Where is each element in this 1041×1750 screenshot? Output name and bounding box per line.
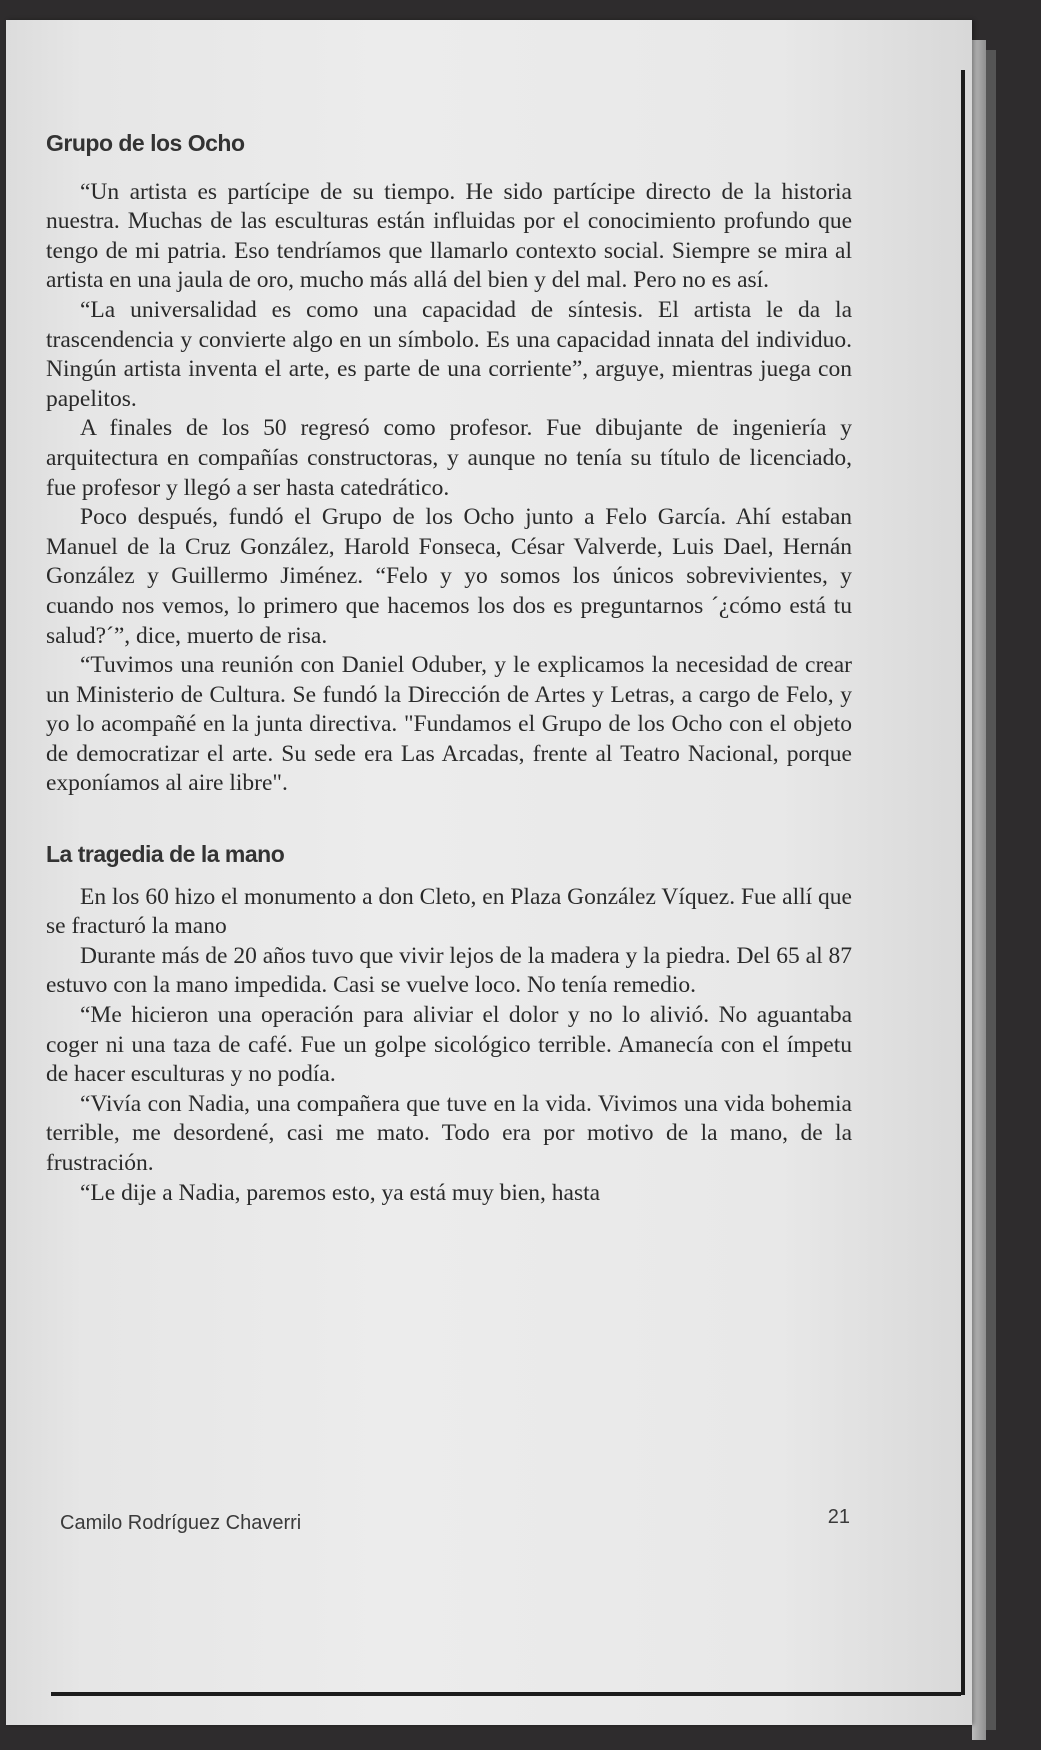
page-border-right xyxy=(961,70,965,1695)
page-text xyxy=(46,130,852,1208)
section-heading-grupo: Grupo de los Ocho xyxy=(46,130,245,156)
section-heading-tragedia: La tragedia de la mano xyxy=(46,841,285,868)
author-name: Camilo Rodríguez Chaverri xyxy=(60,1512,302,1534)
paragraph: En los 60 hizo el monumento a don Cleto, en Plaza González Víquez. Fue allí que se fracturó la mano xyxy=(46,883,852,940)
paragraph: “La universalidad es como una capacidad de síntesis. El artista le da la trascendencia y convierte algo en un símbolo. Es una capacidad innata del individuo. Ningún artista inventa el arte, es parte de una corriente”, arguye, mientras juega con papelitos. xyxy=(46,296,852,412)
paragraph: Poco después, fundó el Grupo de los Ocho junto a Felo García. Ahí estaban Manuel de la Cruz González, Harold Fonseca, César Valverde, Luis Dael, Hernán González y Guillermo Jiménez. “Felo y yo somos los únicos sobrevivientes, y cuando nos vemos, lo primero que hacemos los dos es preguntarnos ´¿cómo está tu salud?´”, dice, muerto de risa. xyxy=(46,504,852,649)
page-border-bottom xyxy=(51,1692,961,1696)
paragraph: A finales de los 50 regresó como profesor. Fue dibujante de ingeniería y arquitectura en compañías constructoras, y aunque no tenía su título de licenciado, fue profesor y llegó a ser hasta catedrático. xyxy=(46,415,852,501)
page-stack-shadow xyxy=(986,50,996,1730)
page-stack-edge xyxy=(972,40,986,1740)
paragraph: “Le dije a Nadia, paremos esto, ya está muy bien, hasta xyxy=(80,1179,601,1206)
paragraph: “Me hicieron una operación para aliviar el dolor y no lo alivió. No aguantaba coger ni una taza de café. Fue un golpe sicológico terrible. Amanecía con el ímpetu de hacer esculturas y no podía. xyxy=(46,1002,852,1088)
paragraph: “Tuvimos una reunión con Daniel Oduber, y le explicamos la necesidad de crear un Ministerio de Cultura. Se fundó la Dirección de Artes y Letras, a cargo de Felo, y yo lo acompañé en la junta directiva. "Fundamos el Grupo de los Ocho con el objeto de democratizar el arte. Su sede era Las Arcadas, frente al Teatro Nacional, porque exponíamos al aire libre". xyxy=(46,652,852,797)
paragraph: Durante más de 20 años tuvo que vivir lejos de la madera y la piedra. Del 65 al 87 estuvo con la mano impedida. Casi se vuelve loco. No tenía remedio. xyxy=(46,942,853,999)
paragraph: “Vivía con Nadia, una compañera que tuve en la vida. Vivimos una vida bohemia terrible, me desordené, casi me mato. Todo era por motivo de la mano, de la frustración. xyxy=(46,1090,852,1176)
paragraph: “Un artista es partícipe de su tiempo. He sido partícipe directo de la historia nuestra. Muchas de las esculturas están influidas por el conocimiento profundo que tengo de mi patria. Eso tendríamos que llamarlo contexto social. Siempre se mira al artista en una jaula de oro, mucho más allá del bien y del mal. Pero no es así. xyxy=(46,178,852,294)
page-number: 21 xyxy=(827,1506,850,1528)
page-footer xyxy=(60,1506,850,1536)
